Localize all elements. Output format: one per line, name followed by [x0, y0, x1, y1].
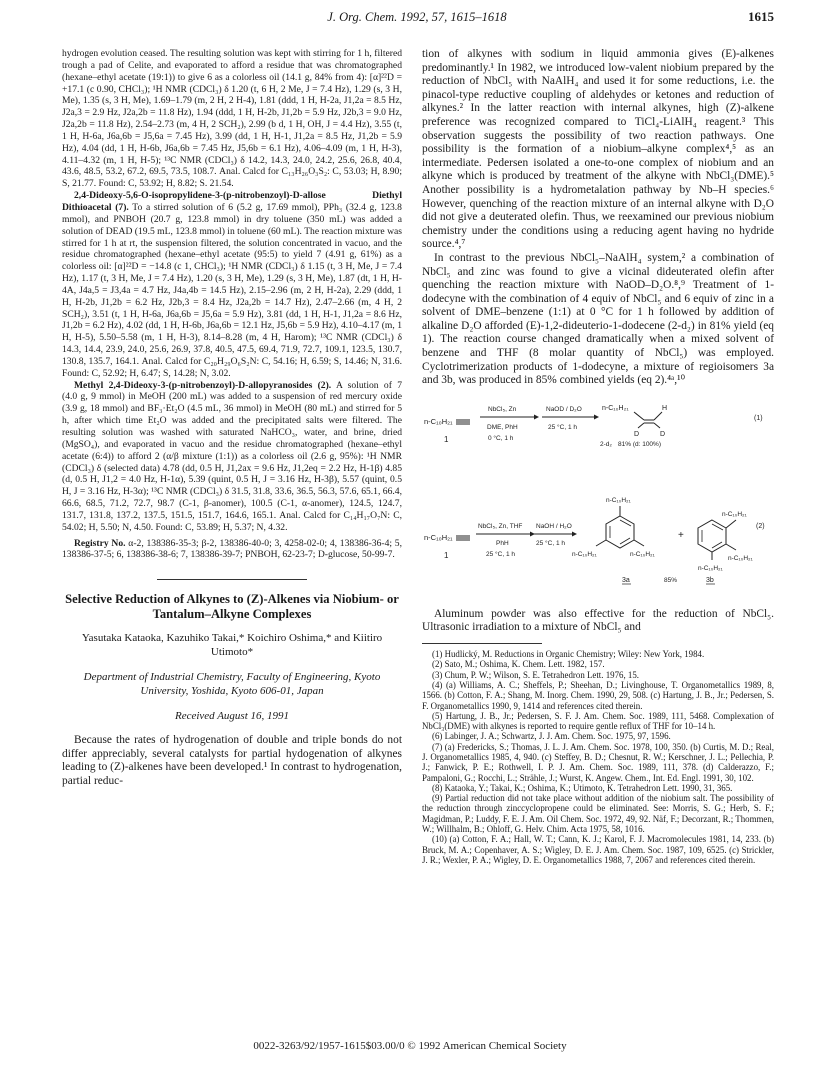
reference-item: (6) Labinger, J. A.; Schwartz, J. J. Am. Chem. Soc. 1975, 97, 1596.	[432, 731, 671, 742]
references-divider	[422, 643, 542, 644]
bond-line	[638, 423, 644, 428]
article-divider	[157, 579, 307, 580]
intro-continued-paragraph: tion of alkynes with sodium in liquid ammonia gives (E)-alkenes predominantly.¹ In 1982, we introduced low-valent niobium prepared by the reduction of NbCl₅ with NaAlH₄ and used it for some reductions, i.e. the pinacol-type reductive coupling of aldehydes or ketones and reduction of alkynes.² In the latter reaction with internal alkynes, high (Z)-alkene preference was recognized compared to TiCl₄-LiAlH₄ reagent.³ This observation suggests the possibility of two reaction pathways. One possibility is the formation of a niobium–alkyne complex⁴,⁵ as an intermediate. Pedersen isolated a one-to-one complex of niobium and an alkyne which is produced by treatment of the alkyne with NbCl₃(DME).⁵ Another possibility is a hydrometalation pathway by Nb–H species.⁶ However, quenching of the reaction mixture of an internal alkyne with D₂O did not give a deuterated olefin. Thus, we reexamined our previous niobium chemistry under the conditions using a reducing agent having no hydride source.⁴,⁷	[422, 48, 774, 251]
results-paragraph: In contrast to the previous NbCl₅–NaAlH₄ system,² a combination of NbCl₅ and zinc was found to give a vicinal dideuterated olefin after quenching the reaction mixture with NaOD–D₂O.⁸,⁹ Treatment of 1-dodecyne with the combination of 4 equiv of NbCl₅ and 6 equiv of zinc in a solvent of DME–benzene (1:1) at 0 °C for 1 h followed by addition of alkaline D₂O afforded (E)-1,2-dideuterio-1-dodecene (2-d₂) in 81% yield (eq 1). The reaction course changed dramatically when a mixed solvent of benzene and THF (8 molar quantity of NbCl₅) was employed. Cyclotrimerization products of 1-dodecyne, a mixture of regioisomers 3a and 3b, was produced in 85% combined yields (eq 2).⁴ᵃ,¹⁰	[422, 251, 774, 387]
reference-item: (3) Chum, P. W.; Wilson, S. E. Tetrahedron Lett. 1976, 15.	[432, 669, 639, 680]
journal-citation: J. Org. Chem. 1992, 57, 1615–1618	[327, 10, 507, 24]
eq1-deuterium-1: D	[634, 430, 640, 438]
compound-2-heading: Methyl 2,4-Dideoxy-3-(p-nitrobenzoyl)-D-allopyranosides (2).	[74, 379, 332, 391]
eq2-reagent: NbCl₅, Zn, THF	[478, 522, 523, 530]
arrow-head	[572, 531, 577, 536]
registry-heading: Registry No.	[74, 537, 126, 549]
reference-item: (1) Hudlický, M. Reductions in Organic Chemistry; Wiley: New York, 1984.	[432, 649, 705, 660]
eq1-compound-label: 1	[444, 434, 449, 444]
right-column	[422, 48, 774, 865]
arrow-head	[594, 414, 599, 419]
eq2-label-3b: 3b	[706, 576, 714, 584]
author-affiliation: Department of Industrial Chemistry, Faculty of Engineering, Kyoto University, Yoshida, Kyoto 606-01, Japan	[83, 671, 381, 697]
references-list	[422, 649, 774, 865]
eq2-3b-substituent-top: n-C₁₀H₂₁	[722, 510, 747, 518]
eq2-3b-substituent-right: n-C₁₀H₂₁	[728, 554, 753, 562]
experimental-paragraph-6: hydrogen evolution ceased. The resulting solution was kept with stirring for 1 h, filtered trough a pad of Celite, and evaporated to afford a residue that was chromatographed (hexane–ethyl acetate (19:1)) to give 6 as a colorless oil (14.1 g, 84% from 4): [α]²²D = +17.1 (c 0.90, CHCl₃); ¹H NMR (CDCl₃) δ 1.20 (t, 6 H, 2 Me, J = 7.4 Hz), 1.29 (s, 3 H, Me), 1.35 (s, 3 H, Me), 1.69–1.79 (m, 2 H, 2 H-4), 1.81 (ddd, 1 H, H-2a, J1,2a = 8.5 Hz, J2a,3 = 2.9 Hz, J2a,2b = 11.8 Hz), 1.94 (ddd, 1 H, H-2b, J1,2b = 5.9 Hz, J2b,3 = 9.0 Hz, J2a,2b = 11.8 Hz), 2.54–2.73 (m, 4 H, 2 SCH₂), 2.99 (b d, 1 H, OH, J = 4.4 Hz), 3.55 (t, 1 H, H-6a, J6a,6b = J5,6a = 7.45 Hz), 3.99 (dd, 1 H, H-1, J1,2a = 8.5 Hz, J1,2b = 5.9 Hz), 4.04 (dd, 1 H, H-6b, J6a,6b = 7.45 Hz, J5,6b = 6.1 Hz), 4.06–4.09 (m, 1 H, H-3), 4.11–4.32 (m, 1 H, H-5); ¹³C NMR (CDCl₃) δ 14.2, 14.3, 24.0, 24.2, 25.6, 26.8, 40.4, 43.6, 48.5, 53.2, 67.2, 69.5, 73.5, 108.7. Anal. Calcd for C₁₃H₂₆O₃S₂: C, 53.03; H, 8.90; S, 21.77. Found: C, 53.92; H, 8.82; S. 21.54.	[62, 48, 402, 190]
eq2-label-3a: 3a	[622, 576, 630, 584]
eq1-conditions: 0 °C, 1 h	[488, 434, 514, 442]
arrow-head	[534, 414, 539, 419]
reference-item: (8) Kataoka, Y.; Takai, K.; Oshima, K.; Utimoto, K. Tetrahedron Lett. 1990, 31, 365.	[432, 782, 733, 793]
eq1-number: (1)	[754, 414, 763, 422]
bond-line	[654, 412, 662, 420]
eq1-reagent: NbCl₅, Zn	[488, 405, 517, 413]
equation-1	[424, 405, 763, 448]
reference-item: (9) Partial reduction did not take place without addition of the niobium salt. The possibility of the reduction through zinccyclopropene could be eliminated. See: Morris, S. G.; Herb, S. F.; Magidman, P.; Luddy, F. E. J. Am. Oil Chem. Soc. 1972, 49, 92. Näf, F.; Decorzant, R.; Thommen, W.; Willhalm, B.; Ohloff, G. Helv. Chim. Acta 1975, 58, 1016.	[422, 793, 774, 835]
registry-paragraph	[62, 538, 402, 562]
eq2-3a-substituent-top: n-C₁₀H₂₁	[606, 496, 631, 504]
plus-sign: +	[678, 529, 684, 541]
eq1-product-h: H	[662, 404, 668, 412]
page-number: 1615	[748, 9, 774, 24]
article-title: Selective Reduction of Alkynes to (Z)-Alkenes via Niobium- or Tantalum–Alkyne Complexes	[65, 592, 399, 622]
left-column	[62, 48, 402, 789]
eq1-quench-reagent: NaOD / D₂O	[546, 405, 582, 413]
eq2-quench-conditions: 25 °C, 1 h	[536, 539, 565, 547]
eq2-reactant: n-C₁₀H₂₁	[424, 532, 453, 542]
aluminum-paragraph: Aluminum powder was also effective for the reduction of NbCl₅. Ultrasonic irradiation to a mixture of NbCl₅ and	[422, 607, 774, 634]
compound-7-heading: 2,4-Dideoxy-5,6-O-isopropylidene-3-(p-nitrobenzoyl)-D-allose Diethyl Dithioacetal (7).	[62, 190, 402, 213]
intro-paragraph: Because the rates of hydrogenation of double and triple bonds do not differ appreciably, several catalysts for partial hydogenation of alkynes leading to (Z)-alkenes have been developed.¹ In contrast to hydrogenation, partial reduc-	[62, 734, 402, 788]
article-authors: Yasutaka Kataoka, Kazuhiko Takai,* Koichiro Oshima,* and Kiitiro Utimoto*	[81, 632, 383, 658]
reference-item: (10) (a) Cotton, F. A.; Hall, W. T.; Cann, K. J.; Karol, F. J. Macromolecules 1981, 14, 233. (b) Bruck, M. A.; Copenhaver, A. S.; Wigley, D. E. J. Am. Chem. Soc. 1987, 109, 6525. (c) Strickler, J. R.; Wexler, P. A.; Wigley, D. E. Organometallics 1988, 7, 2067 and references cited therein.	[422, 834, 774, 865]
eq1-product-chain: n-C₁₀H₂₁	[602, 404, 629, 412]
bond-line	[726, 520, 736, 528]
eq1-product-label: 2-d₂	[600, 440, 612, 448]
eq1-quench-conditions: 25 °C, 1 h	[548, 423, 577, 431]
reference-item: (4) (a) Williams, A. C.; Sheffels, P.; Sheehan, D.; Livinghouse, T. Organometallics 1989, 8, 1566. (b) Cotton, F. A.; Shang, M. Inorg. Chem. 1990, 29, 508. (c) Hartung, J. B., Jr.; Pedersen, S. F. Organometallics 1990, 9, 1414 and references cited therein.	[422, 679, 774, 711]
eq2-compound-label: 1	[444, 550, 449, 560]
experimental-paragraph-2	[62, 380, 402, 534]
eq2-quench-reagent: NaOH / H₂O	[536, 522, 572, 530]
eq2-solvent: PhH	[496, 539, 509, 547]
eq1-yield: 81% (d: 100%)	[618, 440, 661, 448]
reaction-scheme-drawing	[422, 398, 774, 608]
eq2-conditions: 25 °C, 1 h	[486, 550, 515, 558]
eq1-solvent: DME, PhH	[487, 423, 518, 431]
eq2-number: (2)	[756, 522, 765, 530]
running-head	[60, 8, 774, 30]
compound-7-text: To a stirred solution of 6 (5.2 g, 17.69 mmol), PPh₃ (32.4 g, 123.8 mmol), and PNBOH (20.7 g, 123.8 mmol) in dry toluene (350 mL) was added a solution of DEAD (19.5 mL, 123.8 mmol) in toluene (60 mL). The reaction mixture was stirred for 1 h at rt, the suspension filtered, the solution concentrated in vacuo, and the residue chromatographed (hexane–ethyl acetate (95:5) to yield 7 (4.91 g, 61%) as a colorless oil: [α]²²D = −14.8 (c 1, CHCl₃); ¹H NMR (CDCl₃) δ 1.15 (t, 3 H, Me, J = 7.4 Hz), 1.17 (t, 3 H, Me, J = 7.4 Hz), 1.20 (s, 3 H, Me), 1.29 (s, 3 H, Me), 1.87 (dt, 1 H, H-4A, J4a,5 = J3,4a = 4.7 Hz, J4a,4b = 14.5 Hz), 2.15–2.96 (m, 2 H, H-2a), 2.29 (ddd, 1 H, H-2b, J1,2b = 6.2 Hz, J2b,3 = 8.4 Hz, J2a,2b = 14.7 Hz), 2.47–2.66 (m, 4 H, 2 SCH₂), 3.51 (t, 1 H, H-6a, J6a,6b = J5,6a = 5.9 Hz), 3.81 (dd, 1 H, H-1, J1,2a = 8.6 Hz, J1,2b = 6.2 Hz), 4.02 (dd, 1 H, H-6b, J6a,6b = 12.1 Hz, J5,6b = 5.9 Hz), 4.10–4.17 (m, 1 H, H-5), 5.50–5.58 (m, 1 H, H-3), 8.14–8.28 (m, 4 H, Harom); ¹³C NMR (CDCl₃) δ 14.3, 14.4, 23.9, 24.0, 25.6, 26.9, 37.8, 40.5, 47.5, 69.4, 71.9, 72.7, 109.1, 123.5, 130.7, 130.8, 135.7, 164.1. Anal. Calcd for C₂₀H₂₉O₆S₂N: C, 54.16; H, 6.59; S, 14.46; N, 31.6. Found: C, 52.92; H, 6.47; S, 14.28; N, 3.02.	[62, 201, 402, 379]
bond-line	[634, 412, 644, 420]
reference-item: (7) (a) Fredericks, S.; Thomas, J. L. J. Am. Chem. Soc. 1978, 100, 350. (b) Curtis, M. D.; Real, J. Organometallics 1985, 4, 940. (c) Steffey, B. D.; Chesnut, R. W.; Kerschner, J. L.; Pellechia, P. J.; Fanwick, P. E.; Rothwell, I. P. J. Am. Chem. Soc. 1989, 111, 378. (d) Calderazzo, F.; Pampaloni, G.; Rocchi, L.; Strähle, J.; Wurst, K. Angew. Chem., Int. Ed. Engl. 1991, 30, 102.	[422, 741, 774, 783]
copyright-footer: 0022-3263/92/1957-1615$03.00/0 © 1992 American Chemical Society	[253, 1040, 567, 1052]
eq2-3a-substituent-left: n-C₁₀H₂₁	[572, 550, 597, 558]
bond-line	[726, 544, 736, 550]
experimental-paragraph-7	[62, 190, 402, 380]
equation-2	[424, 497, 765, 584]
bond-line	[634, 540, 644, 546]
compound-2-text: A solution of 7 (4.0 g, 9 mmol) in MeOH (200 mL) was added to a suspension of red mercury oxide (3.9 g, 18 mmol) and BF₃·Et₂O (4.5 mL, 36 mmol) in MeOH (80 mL) and stirred for 5 h, after which time Et₂O was added and the precipitated salts were filtered. The resulting solution was washed with saturated NaHCO₃, water, and brine, dried (MgSO₄), and evaporated in vacuo and the residue chromatographed (hexane–ethyl acetate (6:4)) to afford 2 (α/β mixture (1:1)) as a colorless oil (2.6 g, 95%): ¹H NMR (CDCl₃) δ (selected data) 4.78 (dd, 0.5 H, J1,2ax = 9.6 Hz, J1,2eq = 2.2 Hz, H-1β) 4.85 (d, 0.5 H, J1,2 = 4.0 Hz, H-1α), 5.39 (quint, 0.5 H, J = 3.16 Hz, H-3β), 5.57 (quint, 0.5 H, J = 3.16 Hz, H-3α); ¹³C NMR (CDCl₃) δ 31.5, 31.8, 33.6, 36.5, 56.3, 57.6, 65.1, 66.4, 66.6, 68.5, 71.2, 72.7, 98.7 (C-1, β-anomer), 100.5 (C-1, α-anomer), 124.5, 124.7, 131.7, 131.8, 137.2, 137.5, 151.5, 151.7, 164.6, 165.1. Anal. Calcd for C₁₄H₁₇O₇N: C, 54.02; H, 5.50; N, 4.50. Found: C, 53.89; H, 5.37; N, 4.32.	[62, 379, 403, 533]
reference-item: (2) Sato, M.; Oshima, K. Chem. Lett. 1982, 157.	[432, 659, 605, 670]
received-date: Received August 16, 1991	[174, 710, 290, 723]
bond-line	[654, 423, 660, 428]
reaction-scheme	[422, 398, 774, 608]
eq2-3a-substituent-right: n-C₁₀H₂₁	[630, 550, 655, 558]
reference-item: (5) Hartung, J. B., Jr.; Pedersen, S. F. J. Am. Chem. Soc. 1989, 111, 5468. Complexation of NbCl₃(DME) with alkynes is reported to require gentle reflux of THF for 10–14 h.	[422, 710, 774, 732]
registry-text: α-2, 138386-35-3; β-2, 138386-40-0; 3, 4258-02-0; 4, 138386-36-4; 5, 138386-37-5; 6, 138386-38-6; 7, 138386-39-7; PNBOH, 62-23-7; D-glucose, 50-99-7.	[62, 537, 402, 561]
bond-line	[596, 540, 606, 546]
eq1-deuterium-2: D	[660, 430, 666, 438]
eq2-3b-substituent-bottom: n-C₁₀H₂₁	[698, 564, 723, 572]
eq1-reactant: n-C₁₀H₂₁	[424, 416, 453, 426]
eq2-yield: 85%	[664, 576, 678, 584]
